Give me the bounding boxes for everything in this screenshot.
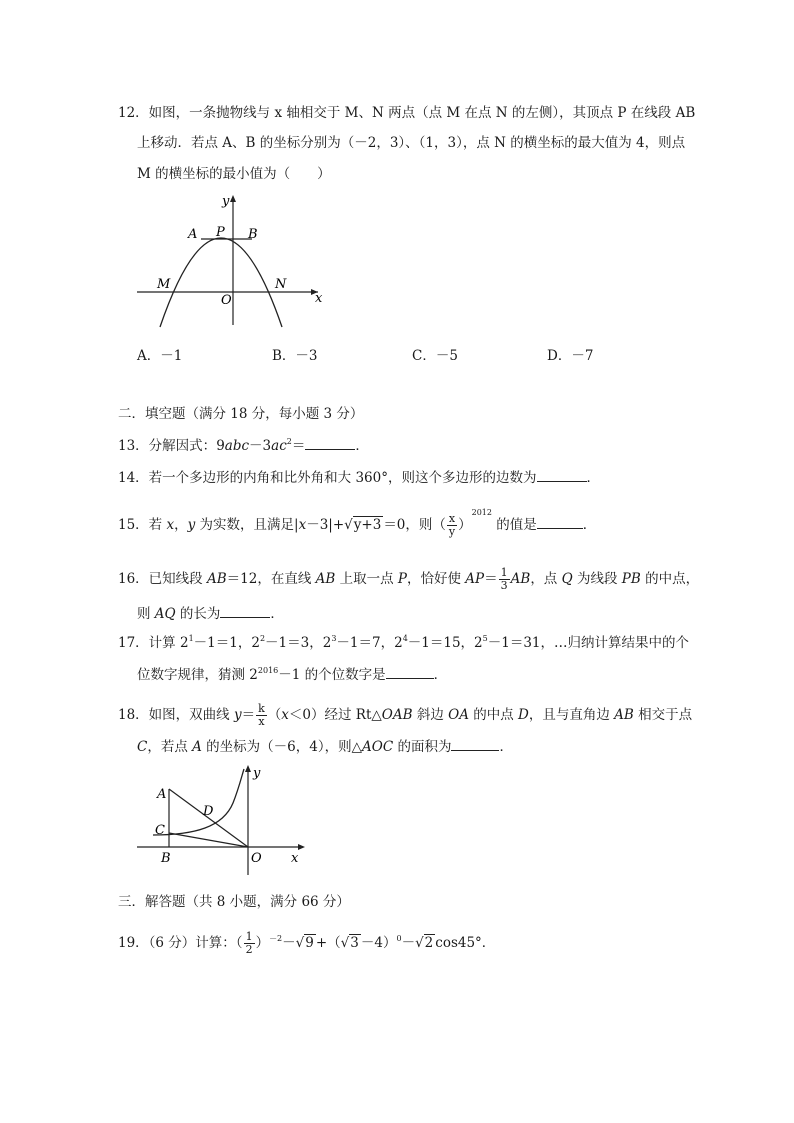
- q18-label-y: y: [253, 766, 261, 781]
- q12-label-n: N: [275, 277, 287, 292]
- q18-label-x: x: [291, 851, 299, 866]
- q17-line2: 位数字规律，猜测 $2^{2016}-1$ 的个位数字是 ．: [137, 666, 448, 683]
- q12-line1: 12．如图，一条抛物线与 x 轴相交于 M、N 两点（点 M 在点 N 的左侧），其顶点 P 在线段 AB: [118, 105, 696, 121]
- q12-label-b: B: [248, 227, 258, 242]
- q12-label-m: M: [157, 277, 171, 292]
- q18-hyperbola-figure: [135, 763, 307, 878]
- q16-line1: 16．已知线段 AB＝12，在直线 AB 上取一点 P，恰好使 AP＝ $\frac{1}{3}$ AB，点 Q 为线段 PB 的中点，: [118, 566, 700, 592]
- q18-label-b: B: [161, 851, 171, 866]
- q18-label-o: O: [251, 851, 262, 866]
- q17-line1: 17．计算 $2^1-1=1$，$2^2-1=3$，$2^3-1=7$，$2^4-1=15$，$2^5-1=31$，…归纳计算结果中的个: [118, 634, 690, 651]
- q13-answer-blank[interactable]: [305, 436, 355, 450]
- q12-label-a: A: [188, 227, 198, 242]
- q15: 15．若 x，y 为实数，且满足|x－3|+√y+3 ＝0，则（ $\frac{x}{y}$ ）$^{2012}$ 的值是 ．: [118, 508, 597, 538]
- section3-heading: 三．解答题（共 8 小题，满分 66 分）: [118, 894, 350, 910]
- q18-label-d: D: [203, 804, 214, 819]
- section2-heading: 二．填空题（满分 18 分，每小题 3 分）: [118, 406, 364, 422]
- q13: 13．分解因式：$9abc-3ac^2=$ ．: [118, 437, 369, 454]
- q18-line2: C，若点 A 的坐标为（－6，4），则△AOC 的面积为 ．: [137, 739, 513, 755]
- q12-option-a: A．－1: [137, 348, 183, 364]
- q14: 14．若一个多边形的内角和比外角和大 360°，则这个多边形的边数为 ．: [118, 470, 600, 486]
- q15-answer-blank[interactable]: [537, 515, 583, 529]
- q19: 19．（6 分）计算：（ $\frac{1}{2}$ ）$^{-2}-√9 +(√3 -4)^0-√2$ cos45°．: [118, 930, 496, 956]
- q16-line2: 则 AQ 的长为 ．: [137, 606, 284, 622]
- q12-line3: M 的横坐标的最小值为（ ）: [137, 166, 331, 182]
- q12-parabola-figure: [135, 192, 327, 328]
- q12-label-p: P: [216, 225, 225, 240]
- q17-answer-blank[interactable]: [386, 665, 434, 679]
- q18-label-a: A: [157, 787, 167, 802]
- q12-option-d: D．－7: [547, 348, 594, 364]
- q18-label-c: C: [155, 823, 165, 838]
- q12-label-x: x: [315, 291, 323, 306]
- q12-option-c: C．－5: [412, 348, 458, 364]
- q18-line1: 18．如图，双曲线 y＝ $\frac{k}{x}$ （x＜0）经过 Rt△OAB 斜边 OA 的中点 D，且与直角边 AB 相交于点: [118, 702, 693, 728]
- q12-label-o: O: [221, 293, 232, 308]
- q12-option-b: B．－3: [272, 348, 318, 364]
- q12-line2: 上移动．若点 A、B 的坐标分别为（－2，3）、（1，3），点 N 的横坐标的最大值为 4，则点: [137, 135, 686, 151]
- q14-answer-blank[interactable]: [537, 468, 587, 482]
- q12-label-y: y: [222, 194, 230, 209]
- q16-answer-blank[interactable]: [220, 604, 270, 618]
- q18-answer-blank[interactable]: [451, 737, 499, 751]
